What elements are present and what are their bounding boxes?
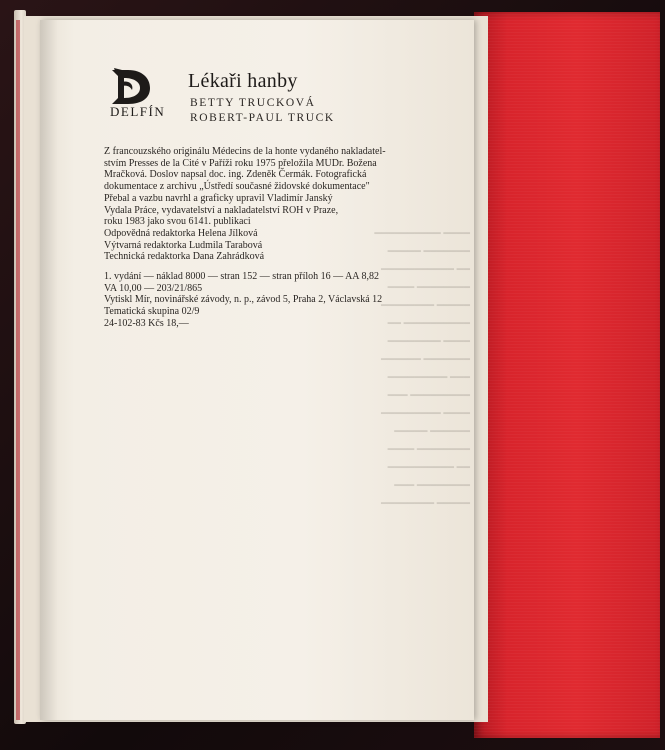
- colophon: [104, 146, 444, 330]
- red-cover: [474, 12, 660, 738]
- credit-line: dokumentace z archivu „Ústředí současné židovské dokumentace": [104, 181, 370, 193]
- page-gutter-shadow: [40, 20, 58, 720]
- publisher-name: DELFÍN: [110, 104, 166, 119]
- bleed-through-text: ━━━━ ━━━━━━━━━━ ━━━━━━━ ━━━━━ ━━ ━━━━━━━━━━━ ━━━━━━━━ ━━━━ ━━━━━ ━━━━━━━━ ━━━━━━━━━━ ━━ ━━━━ ━━━━━━━━ ━━━━━━━ ━━━━━━ ━━━ ━━━━━━━━━ ━━━━━━━━━ ━━━ ━━━━ ━━━━━━━━━ ━━━━━━ ━━━━━ ━━━━━━━━ ━━━━ ━━ ━━━━━━━━━━ ━━━━━━━━ ━━━ ━━━━━ ━━━━━━━━: [374, 228, 470, 510]
- imprint-line: Vytiskl Mír, novinářské závody, n. p., závod 5, Praha 2, Václavská 12: [104, 294, 383, 306]
- credit-line: Z francouzského originálu Médecins de la honte vydaného nakladatel-: [104, 146, 386, 157]
- credit-line: Vydala Práce, vydavatelství a nakladatelství ROH v Praze,: [104, 204, 339, 216]
- author-1: BETTY TRUCKOVÁ: [190, 97, 316, 109]
- credit-line: stvím Presses de la Cité v Paříži roku 1975 přeložila MUDr. Božena: [104, 157, 377, 169]
- imprint-line: 24-102-83 Kčs 18,—: [104, 317, 189, 329]
- dolphin-logo-icon: [108, 66, 152, 106]
- spacer: [104, 263, 444, 271]
- credit-line: Výtvarná redaktorka Ludmila Tarabová: [104, 239, 263, 251]
- imprint-line: 1. vydání — náklad 8000 — stran 152 — stran příloh 16 — AA 8,82: [104, 271, 379, 283]
- author-2: ROBERT-PAUL TRUCK: [190, 112, 335, 124]
- imprint-line: Tematická skupina 02/9: [104, 306, 200, 318]
- credit-line: Odpovědná redaktorka Helena Jílková: [104, 227, 258, 239]
- page-stack-red-edge: [16, 20, 20, 720]
- credit-line: Přebal a vazbu navrhl a graficky upravil Vladimír Janský: [104, 192, 333, 204]
- credit-line: Mračková. Doslov napsal doc. ing. Zdeněk Čermák. Fotografická: [104, 169, 367, 181]
- credit-line: Technická redaktorka Dana Zahrádková: [104, 251, 265, 263]
- book-title: Lékaři hanby: [188, 70, 298, 92]
- credit-line: roku 1983 jako svou 6141. publikaci: [104, 216, 251, 228]
- imprint-line: VA 10,00 — 203/21/865: [104, 282, 203, 294]
